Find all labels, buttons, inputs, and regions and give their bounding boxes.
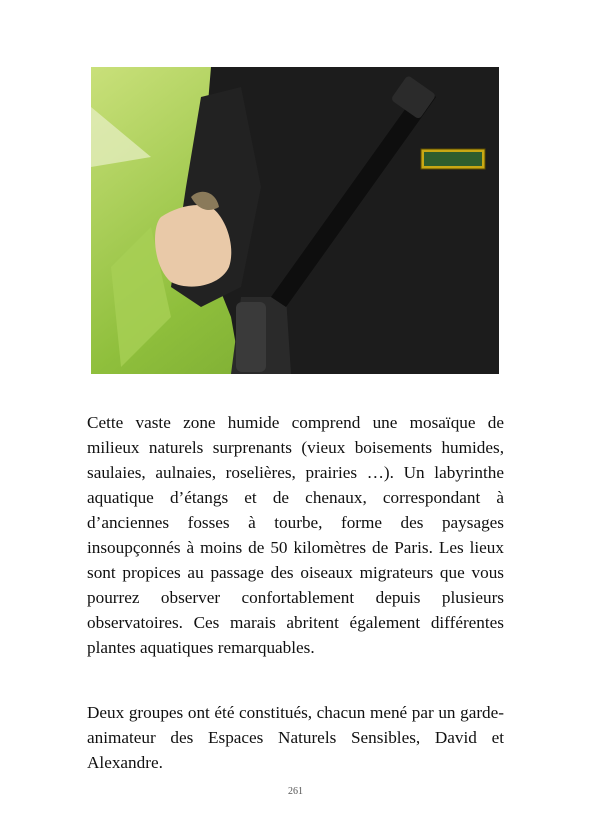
photo-warden-holding-frog — [91, 67, 499, 374]
photo-illustration — [91, 67, 499, 374]
body-paragraph-1: Cette vaste zone humide comprend une mosaïque de milieux naturels surprenants (vieux boisements humides, saulaies, aulnaies, roselières, prairies …). Un labyrinthe aquatique d’étangs et de chenaux, correspondant à d’anciennes fosses à tourbe, forme des paysages insoupçonnés à moins de 50 kilomètres de Paris. Les lieux sont propices au passage des oiseaux migrateurs que vous pourrez observer confortablement depuis plusieurs observatoires. Ces marais abritent également différentes plantes aquatiques remarquables. — [87, 413, 504, 657]
page-number: 261 — [288, 786, 303, 797]
body-paragraph-2: Deux groupes ont été constitués, chacun mené par un garde-animateur des Espaces Naturels Sensibles, David et Alexandre. — [87, 703, 504, 772]
